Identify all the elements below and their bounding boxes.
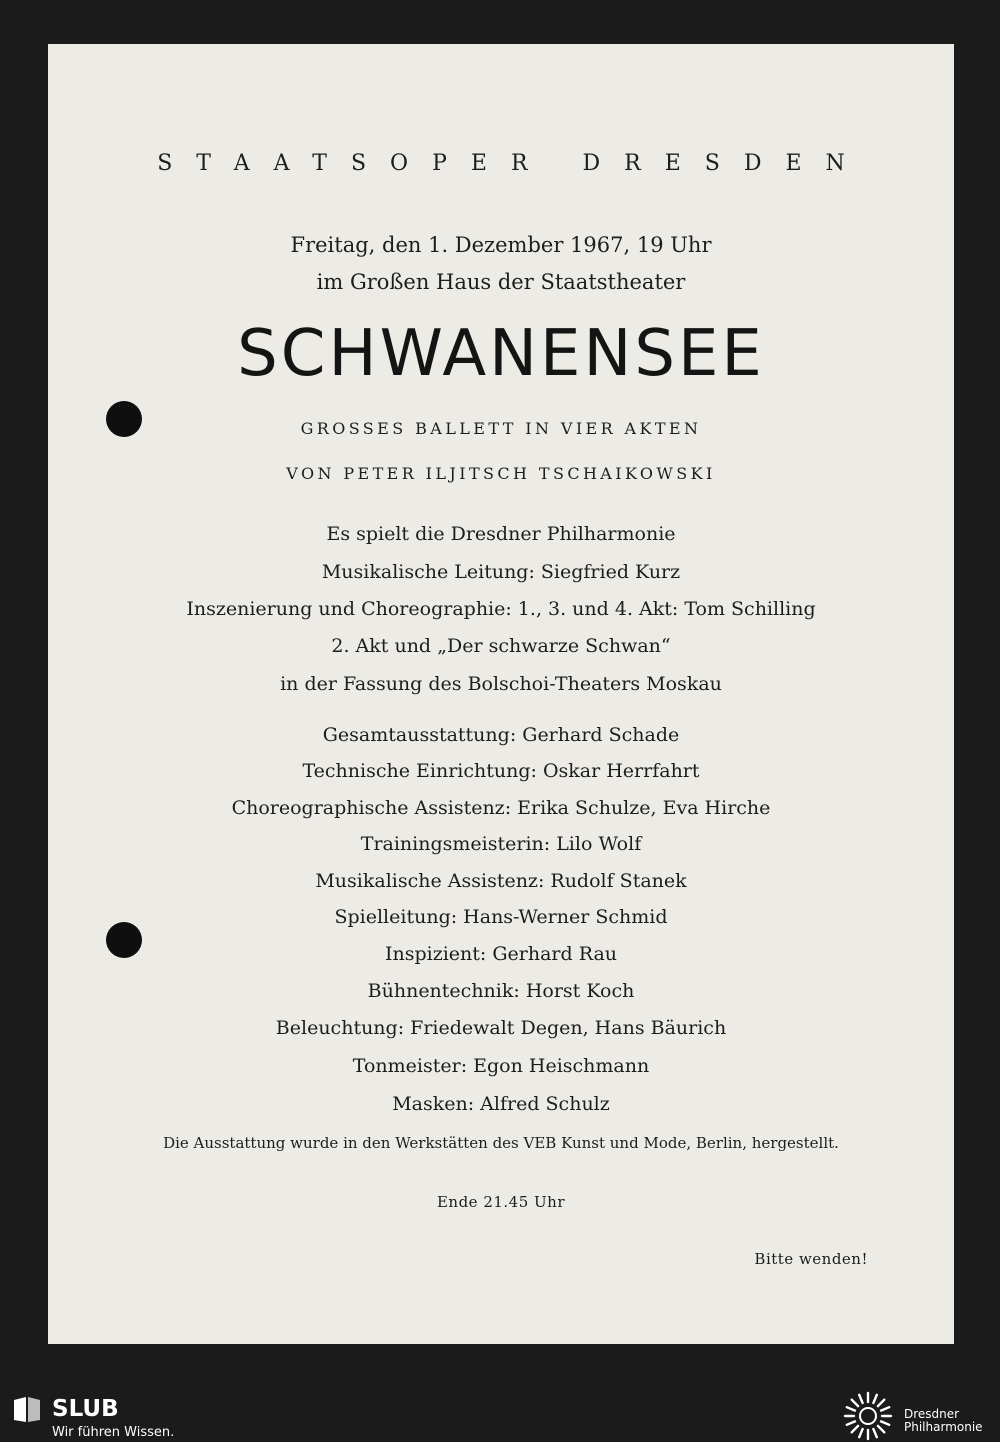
footer-bar bbox=[0, 1388, 1000, 1442]
workshop-note: Die Ausstattung wurde in den Werkstätten des VEB Kunst und Mode, Berlin, hergestellt. bbox=[163, 1134, 839, 1152]
credit-line: Masken: Alfred Schulz bbox=[392, 1093, 610, 1115]
credit-line: Tonmeister: Egon Heischmann bbox=[352, 1055, 650, 1077]
credit-line: Technische Einrichtung: Oskar Herrfahrt bbox=[302, 760, 700, 782]
credit-line: Choreographische Assistenz: Erika Schulze, Eva Hirche bbox=[231, 797, 771, 819]
credit-line: Musikalische Assistenz: Rudolf Stanek bbox=[315, 870, 687, 892]
credit-line: Beleuchtung: Friedewalt Degen, Hans Bäurich bbox=[275, 1017, 727, 1039]
conductor-line: Musikalische Leitung: Siegfried Kurz bbox=[321, 561, 681, 583]
credit-line: Inspizient: Gerhard Rau bbox=[384, 943, 618, 965]
philharmonie-line1: Dresdner bbox=[904, 1407, 960, 1421]
composer-line: VON PETER ILJITSCH TSCHAIKOWSKI bbox=[286, 464, 716, 483]
credit-line: Bühnentechnik: Horst Koch bbox=[367, 980, 635, 1002]
slub-name: SLUB bbox=[52, 1396, 119, 1422]
theater-header: STAATSOPER DRESDEN bbox=[157, 151, 869, 176]
ballet-subtitle: GROSSES BALLETT IN VIER AKTEN bbox=[300, 419, 702, 438]
philharmonie-sunburst-icon bbox=[842, 1390, 894, 1442]
slub-logo-icon bbox=[12, 1396, 42, 1424]
credit-line: Spielleitung: Hans-Werner Schmid bbox=[334, 906, 668, 928]
choreography-act2-line: 2. Akt und „Der schwarze Schwan“ bbox=[331, 635, 671, 657]
credit-line: Gesamtausstattung: Gerhard Schade bbox=[322, 724, 680, 746]
ballet-title: SCHWANENSEE bbox=[237, 317, 765, 391]
philharmonie-name bbox=[904, 1408, 983, 1434]
venue-line: im Großen Haus der Staatstheater bbox=[316, 270, 686, 294]
credit-line: Trainingsmeisterin: Lilo Wolf bbox=[360, 833, 642, 855]
turn-page-note: Bitte wenden! bbox=[754, 1250, 868, 1268]
philharmonie-line2: Philharmonie bbox=[904, 1420, 983, 1434]
program-sheet bbox=[48, 44, 954, 1344]
orchestra-line: Es spielt die Dresdner Philharmonie bbox=[326, 523, 676, 545]
slub-tagline: Wir führen Wissen. bbox=[52, 1425, 175, 1440]
bolshoi-version-line: in der Fassung des Bolschoi-Theaters Moskau bbox=[280, 673, 722, 695]
date-line: Freitag, den 1. Dezember 1967, 19 Uhr bbox=[290, 233, 712, 257]
end-time: Ende 21.45 Uhr bbox=[436, 1193, 566, 1211]
choreography-line: Inszenierung und Choreographie: 1., 3. und 4. Akt: Tom Schilling bbox=[186, 598, 816, 620]
